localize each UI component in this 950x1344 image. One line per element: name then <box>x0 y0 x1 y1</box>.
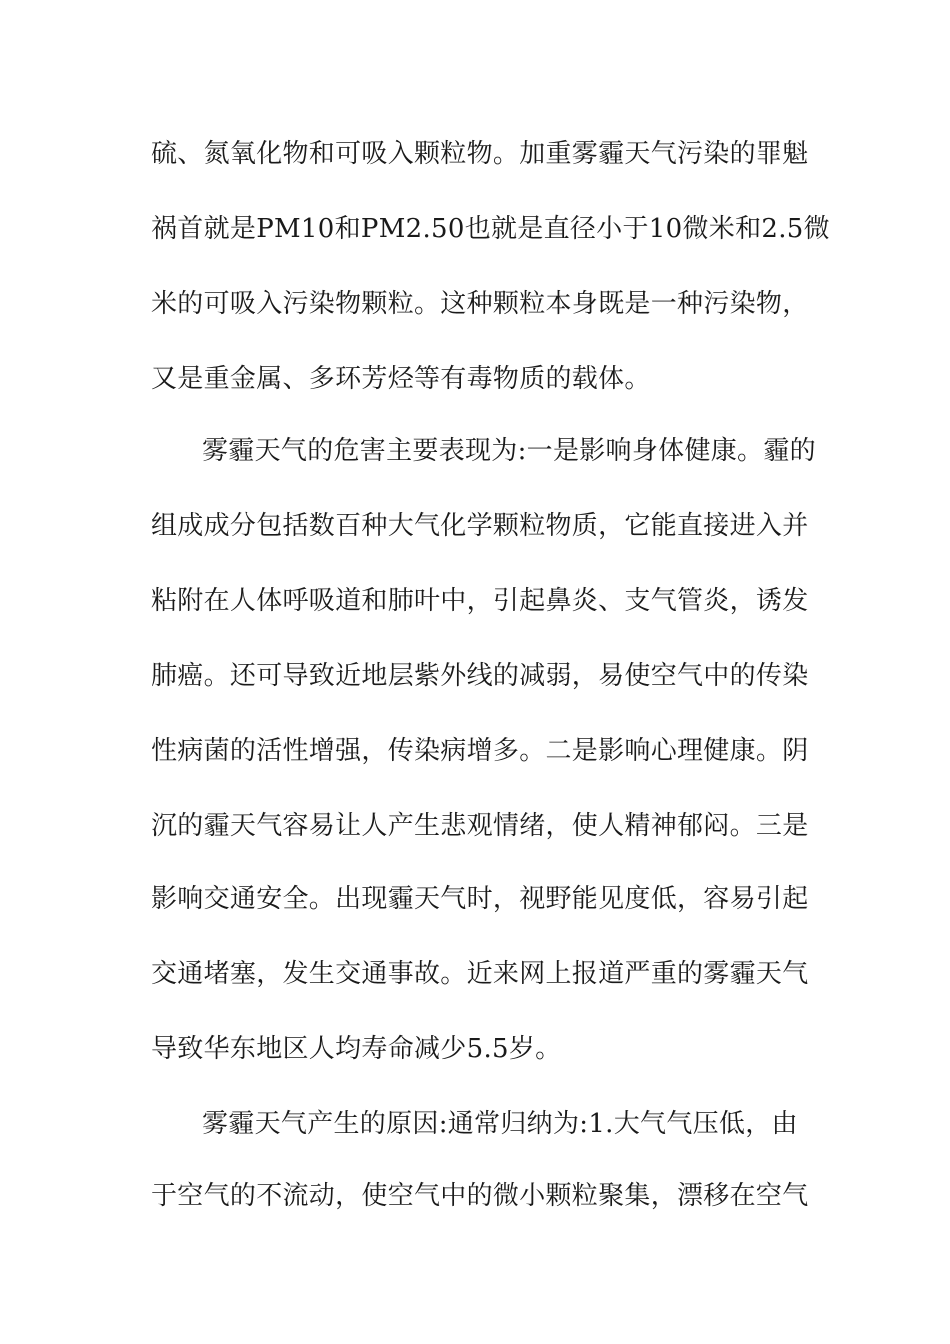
paragraph-start-line: 雾霾天气的危害主要表现为:一是影响身体健康。霾的 <box>202 436 816 466</box>
text-line: 影响交通安全。出现霾天气时，视野能见度低，容易引起 <box>151 884 809 914</box>
text-line: 交通堵塞，发生交通事故。近来网上报道严重的雾霾天气 <box>151 959 809 989</box>
text-line: 肺癌。还可导致近地层紫外线的减弱，易使空气中的传染 <box>151 661 809 691</box>
text-line: 硫、氮氧化物和可吸入颗粒物。加重雾霾天气污染的罪魁 <box>151 139 809 169</box>
text-line: 祸首就是PM10和PM2.50也就是直径小于10微米和2.5微 <box>151 214 830 244</box>
text-line: 沉的霾天气容易让人产生悲观情绪，使人精神郁闷。三是 <box>151 811 809 841</box>
text-line: 米的可吸入污染物颗粒。这种颗粒本身既是一种污染物， <box>151 289 809 319</box>
paragraph-start-line: 雾霾天气产生的原因:通常归纳为:1.大气气压低，由 <box>202 1109 798 1139</box>
text-line: 于空气的不流动，使空气中的微小颗粒聚集，漂移在空气 <box>151 1181 809 1211</box>
text-line: 组成成分包括数百种大气化学颗粒物质，它能直接进入并 <box>151 511 809 541</box>
text-line: 性病菌的活性增强，传染病增多。二是影响心理健康。阴 <box>151 736 809 766</box>
text-line: 导致华东地区人均寿命减少5.5岁。 <box>151 1034 562 1064</box>
text-line: 粘附在人体呼吸道和肺叶中，引起鼻炎、支气管炎，诱发 <box>151 586 809 616</box>
text-line: 又是重金属、多环芳烃等有毒物质的载体。 <box>151 364 651 394</box>
